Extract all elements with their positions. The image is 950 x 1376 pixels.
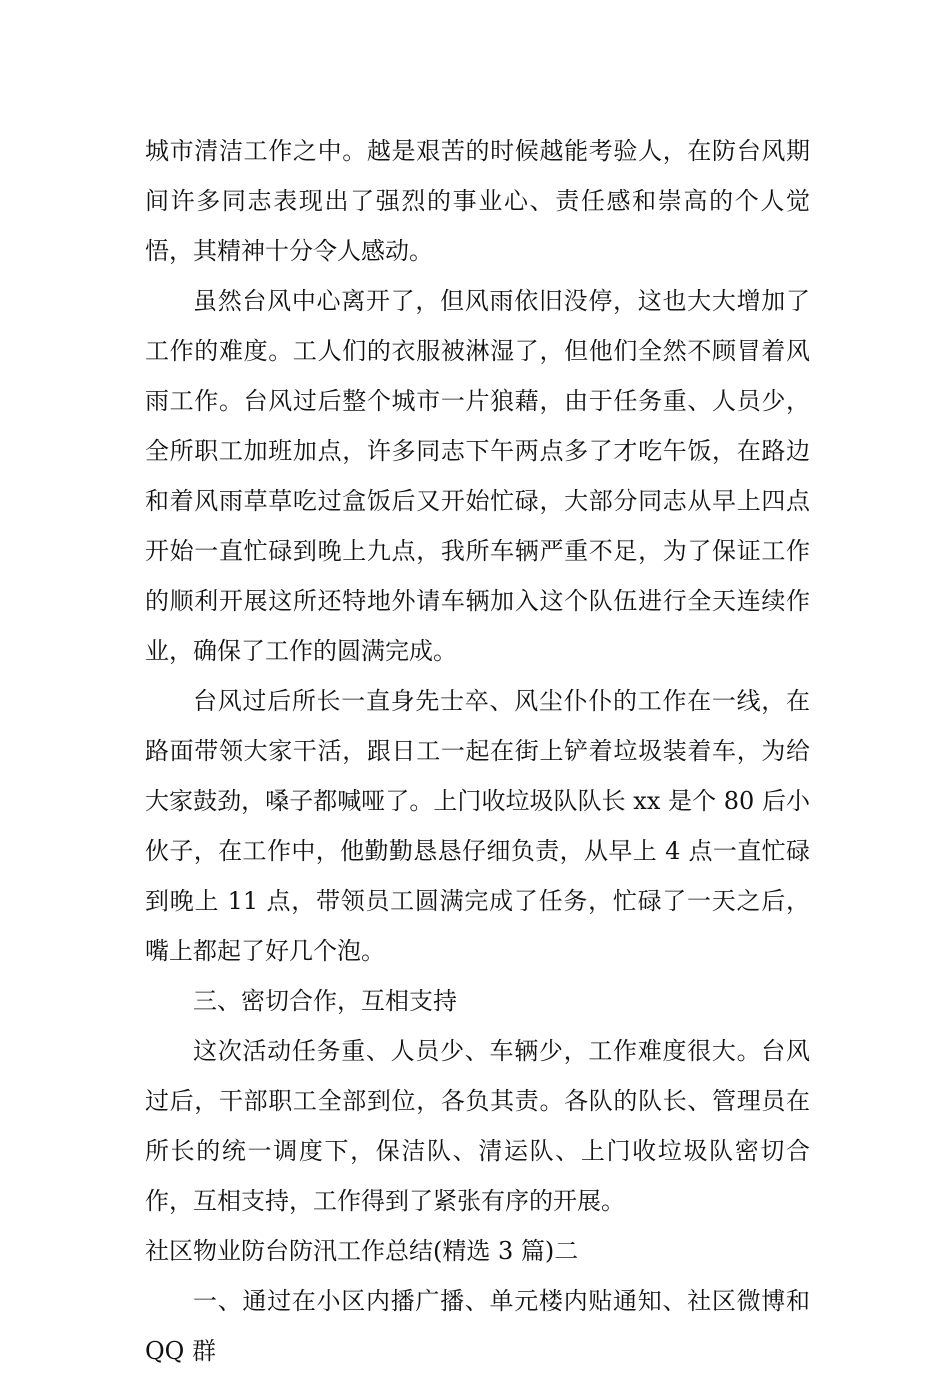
document-title-part-2: 社区物业防台防汛工作总结(精选 3 篇)二 xyxy=(145,1237,579,1265)
paragraph-3: 台风过后所长一直身先士卒、风尘仆仆的工作在一线，在路面带领大家干活，跟日工一起在街上铲着垃圾装着车，为给大家鼓劲，嗓子都喊哑了。上门收垃圾队队长 xx 是个 80 后小伙子，在工作中，他勤勤恳恳仔细负责，从早上 4 点一直忙碌到晚上 11 点，带领员工圆满完成了任务，忙碌了一天之后，嘴上都起了好几个泡。 xyxy=(145,687,810,965)
paragraph-2: 虽然台风中心离开了，但风雨依旧没停，这也大大增加了工作的难度。工人们的衣服被淋湿了，但他们全然不顾冒着风雨工作。台风过后整个城市一片狼藉，由于任务重、人员少，全所职工加班加点，许多同志下午两点多了才吃午饭，在路边和着风雨草草吃过盒饭后又开始忙碌，大部分同志从早上四点开始一直忙碌到晚上九点，我所车辆严重不足，为了保证工作的顺利开展这所还特地外请车辆加入这个队伍进行全天连续作业，确保了工作的圆满完成。 xyxy=(145,287,810,665)
paragraph-4: 这次活动任务重、人员少、车辆少，工作难度很大。台风过后，干部职工全部到位，各负其责。各队的队长、管理员在所长的统一调度下，保洁队、清运队、上门收垃圾队密切合作，互相支持，工作得到了紧张有序的开展。 xyxy=(145,1037,810,1215)
section-heading-3: 三、密切合作，互相支持 xyxy=(193,987,457,1015)
paragraph-5: 一、通过在小区内播广播、单元楼内贴通知、社区微博和 QQ 群 xyxy=(145,1287,810,1365)
paragraph-1: 城市清洁工作之中。越是艰苦的时候越能考验人，在防台风期间许多同志表现出了强烈的事业心、责任感和崇高的个人觉悟，其精神十分令人感动。 xyxy=(145,137,810,265)
document-body xyxy=(145,126,810,1376)
